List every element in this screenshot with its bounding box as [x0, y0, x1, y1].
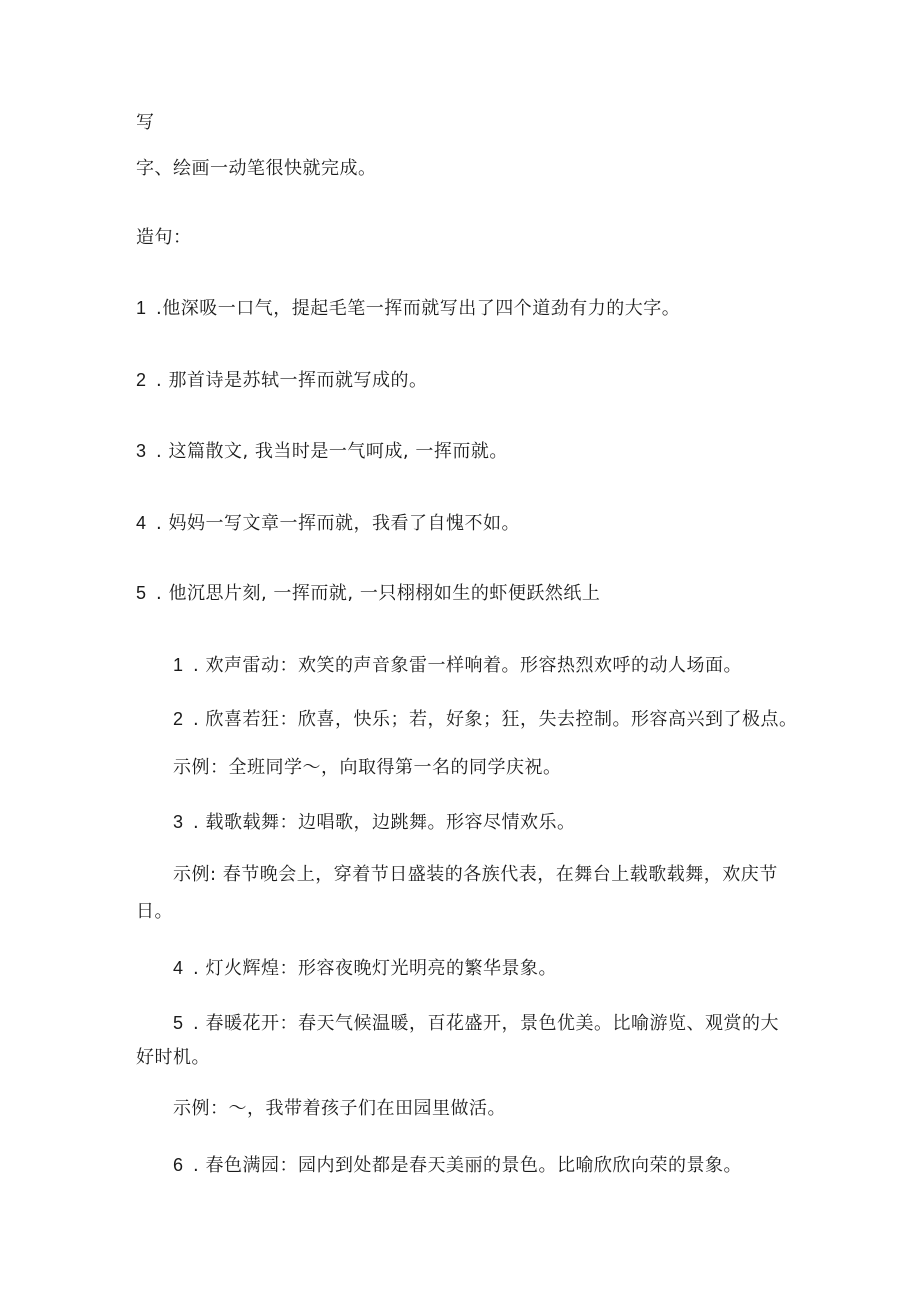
idiom-2: [173, 707, 797, 732]
idiom-3: [173, 810, 575, 835]
sentence-number: 1: [136, 298, 147, 318]
sentence-number: 2: [136, 370, 147, 390]
sentence-3: [136, 439, 508, 464]
idiom-example-2: 示例: 春节晚会上，穿着节日盛装的各族代表，在舞台上载歌载舞，欢庆节: [173, 864, 778, 885]
sentence-2: [136, 368, 427, 393]
idiom-example-3: 示例：～，我带着孩子们在田园里做活。: [173, 1098, 506, 1119]
sentence-number: 5: [136, 583, 147, 603]
idiom-1: [173, 653, 742, 678]
sentence-1: [136, 296, 680, 321]
sentence-text: . 那首诗是苏轼一挥而就写成的。: [156, 370, 428, 391]
idiom-text: . 春色满园：园内到处都是春天美丽的景色。比喻欣欣向荣的景象。: [193, 1155, 742, 1176]
idiom-number: 1: [173, 655, 184, 675]
idiom-number: 4: [173, 958, 184, 978]
idiom-6: [173, 1153, 742, 1178]
idiom-number: 6: [173, 1155, 184, 1175]
section-label: 造句：: [136, 227, 192, 248]
heading-char: 写: [136, 112, 155, 133]
idiom-text: . 载歌载舞：边唱歌，边跳舞。形容尽情欢乐。: [193, 812, 576, 833]
idiom-example-1: 示例：全班同学～，向取得第一名的同学庆祝。: [173, 757, 562, 778]
sentence-text: . 这篇散文, 我当时是一气呵成, 一挥而就。: [156, 441, 508, 462]
idiom-number: 5: [173, 1013, 184, 1033]
sentence-text: . 他沉思片刻, 一挥而就, 一只栩栩如生的虾便跃然纸上: [156, 583, 601, 604]
sentence-5: [136, 581, 600, 606]
sentence-number: 3: [136, 441, 147, 461]
idiom-5-cont: 好时机。: [136, 1047, 210, 1068]
intro-line: 字、绘画一动笔很快就完成。: [136, 158, 377, 179]
idiom-example-2-cont: 日。: [136, 901, 173, 922]
idiom-text: . 欣喜若狂：欣喜，快乐；若，好象；狂，失去控制。形容高兴到了极点。: [193, 709, 798, 730]
idiom-text: . 灯火辉煌：形容夜晚灯光明亮的繁华景象。: [193, 958, 557, 979]
idiom-text: . 欢声雷动：欢笑的声音象雷一样响着。形容热烈欢呼的动人场面。: [193, 655, 742, 676]
idiom-text: . 春暖花开：春天气候温暖，百花盛开，景色优美。比喻游览、观赏的大: [193, 1013, 779, 1034]
idiom-4: [173, 956, 557, 981]
idiom-number: 2: [173, 709, 184, 729]
sentence-4: [136, 511, 520, 536]
sentence-text: .他深吸一口气，提起毛笔一挥而就写出了四个道劲有力的大字。: [156, 298, 681, 319]
sentence-text: . 妈妈一写文章一挥而就，我看了自愧不如。: [156, 513, 520, 534]
idiom-number: 3: [173, 812, 184, 832]
idiom-5: [173, 1011, 779, 1036]
sentence-number: 4: [136, 513, 147, 533]
